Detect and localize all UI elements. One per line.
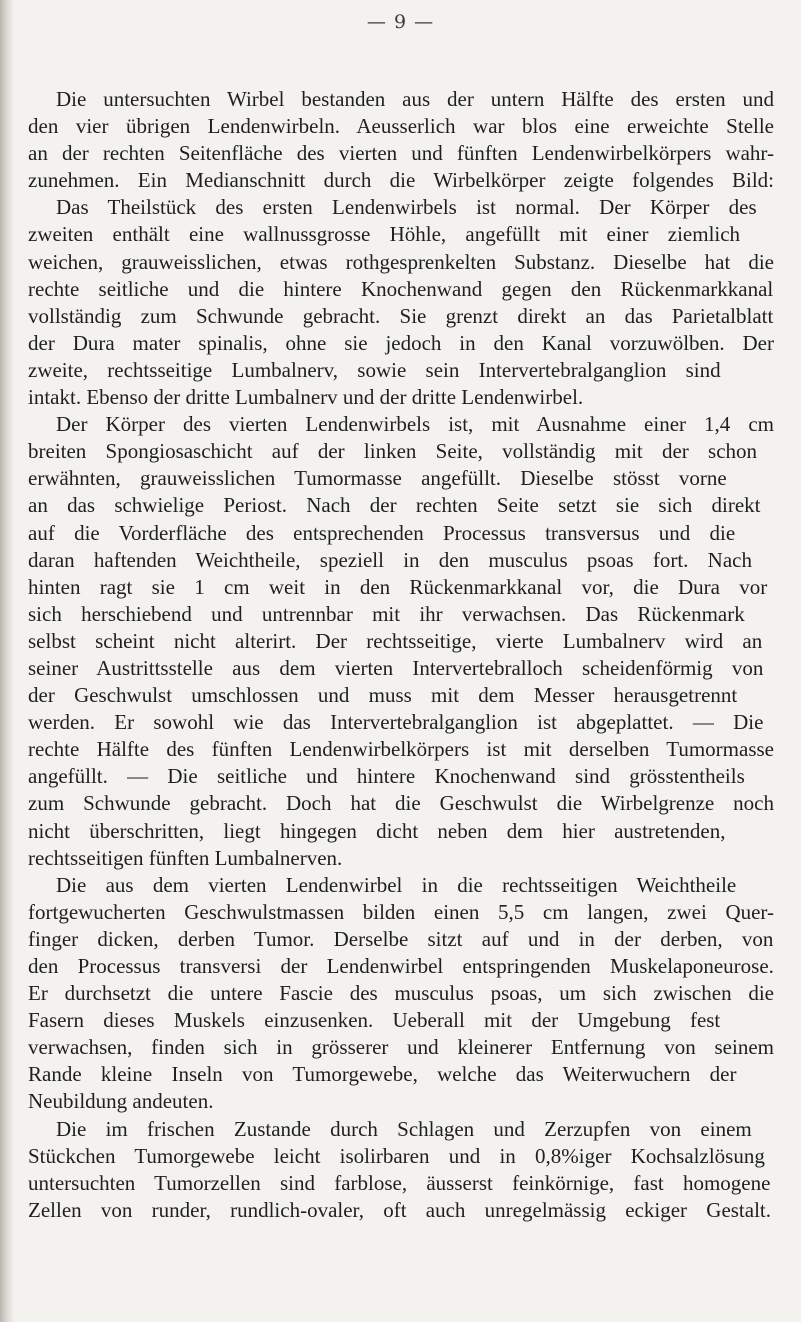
paragraph-4 (28, 872, 774, 1116)
text-line: weichen, grauweisslichen, etwas rothgesprenkelten Substanz. Dieselbe hat die (28, 249, 774, 274)
text-line: Fasern dieses Muskels einzusenken. Ueberall mit der Umgebung fest (28, 1008, 721, 1033)
text-line: erwähnten, grauweisslichen Tumormasse angefüllt. Dieselbe stösst vorne (28, 466, 727, 491)
paragraph-1 (28, 86, 774, 194)
text-line: Die im frischen Zustande durch Schlagen und Zerzupfen von einem (56, 1116, 752, 1141)
text-line: zunehmen. Ein Medianschnitt durch die Wirbelkörper zeigte folgendes Bild: (28, 168, 774, 193)
text-line: sich herschiebend und untrennbar mit ihr verwachsen. Das Rückenmark (28, 601, 745, 626)
body-text (28, 86, 774, 1224)
paragraph-2 (28, 194, 774, 411)
text-line: seiner Austrittsstelle aus dem vierten Intervertebralloch scheidenförmig von (28, 655, 764, 680)
text-line: der Geschwulst umschlossen und muss mit dem Messer herausgetrennt (28, 683, 738, 708)
text-line: Der Körper des vierten Lendenwirbels ist, mit Ausnahme einer 1,4 cm (56, 412, 774, 437)
text-line: hinten ragt sie 1 cm weit in den Rückenmarkkanal vor, die Dura vor (28, 574, 768, 599)
text-line: Stückchen Tumorgewebe leicht isolirbaren und in 0,8%iger Kochsalzlösung (28, 1143, 765, 1168)
text-line: verwachsen, finden sich in grösserer und kleinerer Entfernung von seinem (28, 1035, 774, 1060)
text-line: rechtsseitigen fünften Lumbalnerven. (28, 845, 343, 870)
text-line: intakt. Ebenso der dritte Lumbalnerv und der dritte Lendenwirbel. (28, 385, 584, 410)
paragraph-5 (28, 1116, 774, 1224)
text-line: breiten Spongiosaschicht auf der linken Seite, vollständig mit der schon (28, 439, 758, 464)
text-line: an der rechten Seitenfläche des vierten und fünften Lendenwirbelkörpers wahr- (28, 141, 774, 166)
text-line: an das schwielige Periost. Nach der rechten Seite setzt sie sich direkt (28, 493, 761, 518)
text-line: Zellen von runder, rundlich-ovaler, oft auch unregelmässig eckiger Gestalt. (28, 1197, 772, 1222)
text-line: finger dicken, derben Tumor. Derselbe sitzt auf und in der derben, von (28, 926, 774, 951)
text-line: Er durchsetzt die untere Fascie des musculus psoas, um sich zwischen die (28, 981, 774, 1006)
text-line: zweite, rechtsseitige Lumbalnerv, sowie sein Intervertebralganglion sind (28, 357, 721, 382)
text-line: Die aus dem vierten Lendenwirbel in die rechtsseitigen Weichtheile (56, 872, 737, 897)
text-line: fortgewucherten Geschwulstmassen bilden einen 5,5 cm langen, zwei Quer- (28, 899, 774, 924)
text-line: Die untersuchten Wirbel bestanden aus der untern Hälfte des ersten und (56, 87, 774, 111)
text-line: rechte Hälfte des fünften Lendenwirbelkörpers ist mit derselben Tumormasse (28, 737, 774, 762)
text-line: der Dura mater spinalis, ohne sie jedoch in den Kanal vorzuwölben. Der (28, 330, 774, 355)
binding-edge (0, 0, 14, 1322)
text-line: den Processus transversi der Lendenwirbel entspringenden Muskelaponeurose. (28, 954, 774, 978)
text-line: auf die Vorderfläche des entsprechenden Processus transversus und die (28, 520, 736, 545)
text-line: untersuchten Tumorzellen sind farblose, äusserst feinkörnige, fast homogene (28, 1170, 771, 1195)
text-line: Neubildung andeuten. (28, 1089, 214, 1114)
paragraph-3 (28, 411, 774, 872)
text-line: den vier übrigen Lendenwirbeln. Aeusserlich war blos eine erweichte Stelle (28, 114, 774, 139)
text-line: zum Schwunde gebracht. Doch hat die Geschwulst die Wirbelgrenze noch (28, 791, 774, 816)
page-number: — 9 — (366, 11, 435, 33)
text-line: angefüllt. — Die seitliche und hintere Knochenwand sind grösstentheils (28, 764, 745, 789)
text-line: vollständig zum Schwunde gebracht. Sie grenzt direkt an das Parietalblatt (28, 303, 774, 328)
text-line: Rande kleine Inseln von Tumorgewebe, welche das Weiterwuchern der (28, 1062, 737, 1087)
text-line: selbst scheint nicht alterirt. Der rechtsseitige, vierte Lumbalnerv wird an (28, 628, 763, 653)
text-line: nicht überschritten, liegt hingegen dicht neben dem hier austretenden, (28, 818, 726, 843)
text-line: werden. Er sowohl wie das Intervertebralganglion ist abgeplattet. — Die (28, 710, 764, 735)
text-line: rechte seitliche und die hintere Knochenwand gegen den Rückenmarkkanal (28, 276, 774, 301)
text-line: zweiten enthält eine wallnussgrosse Höhle, angefüllt mit einer ziemlich (28, 222, 741, 247)
text-line: daran haftenden Weichtheile, speziell in den musculus psoas fort. Nach (28, 547, 752, 572)
text-line: Das Theilstück des ersten Lendenwirbels ist normal. Der Körper des (56, 195, 757, 220)
